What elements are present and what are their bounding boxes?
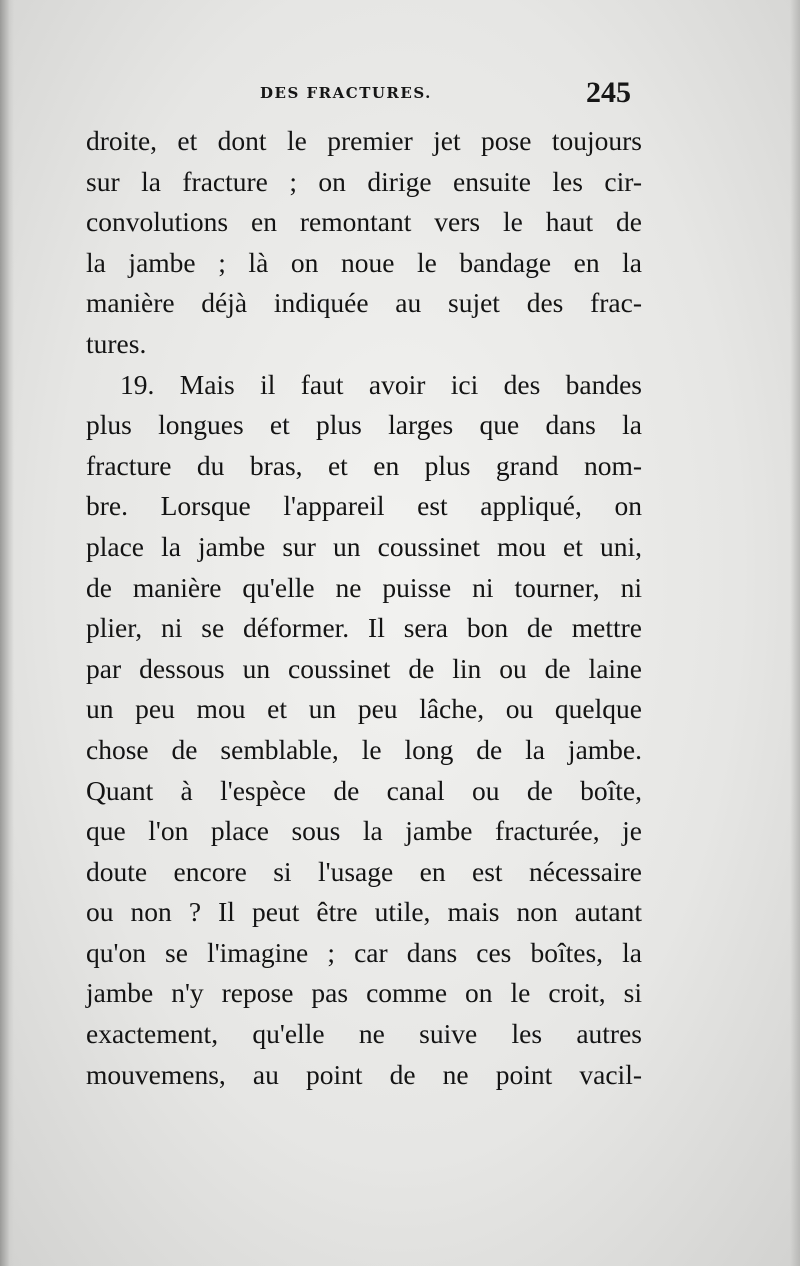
- page-edge-shadow: [790, 0, 800, 1266]
- text-line: droite, et dont le premier jet pose toujours: [86, 125, 642, 156]
- page-number: 245: [586, 76, 631, 109]
- text-line: de manière qu'elle ne puisse ni tourner, ni: [86, 571, 642, 603]
- text-line: sur la fracture ; on dirige ensuite les cir-: [86, 165, 642, 197]
- text-line: la jambe ; là on noue le bandage en la: [86, 246, 642, 278]
- text-line: chose de semblable, le long de la jambe.: [86, 733, 642, 765]
- text-line: convolutions en remontant vers le haut de: [86, 206, 642, 238]
- text-line: Quant à l'espèce de canal ou de boîte,: [86, 774, 642, 806]
- body-text: [86, 121, 642, 1095]
- text-line: que l'on place sous la jambe fracturée, je: [86, 815, 642, 847]
- text-line: doute encore si l'usage en est nécessaire: [86, 855, 642, 887]
- text-line: mouvemens, au point de ne point vacil-: [86, 1058, 642, 1090]
- text-line: place la jambe sur un coussinet mou et uni,: [86, 530, 642, 562]
- text-line: jambe n'y repose pas comme on le croit, si: [86, 977, 642, 1009]
- text-line: tures.: [86, 327, 147, 359]
- text-line: un peu mou et un peu lâche, ou quelque: [86, 693, 642, 725]
- text-line: bre. Lorsque l'appareil est appliqué, on: [86, 490, 642, 522]
- text-line: fracture du bras, et en plus grand nom-: [86, 449, 642, 481]
- text-line: qu'on se l'imagine ; car dans ces boîtes, la: [86, 936, 642, 968]
- page-binding-shadow: [0, 0, 14, 1266]
- text-line: manière déjà indiquée au sujet des frac-: [86, 287, 642, 319]
- text-line: par dessous un coussinet de lin ou de laine: [86, 652, 642, 684]
- running-head: DES FRACTURES.: [260, 84, 432, 102]
- paragraph-start-line: 19. Mais il faut avoir ici des bandes: [120, 368, 642, 400]
- text-line: plus longues et plus larges que dans la: [86, 409, 642, 441]
- text-line: ou non ? Il peut être utile, mais non autant: [86, 896, 642, 928]
- text-line: plier, ni se déformer. Il sera bon de mettre: [86, 612, 642, 644]
- text-line: exactement, qu'elle ne suive les autres: [86, 1018, 642, 1050]
